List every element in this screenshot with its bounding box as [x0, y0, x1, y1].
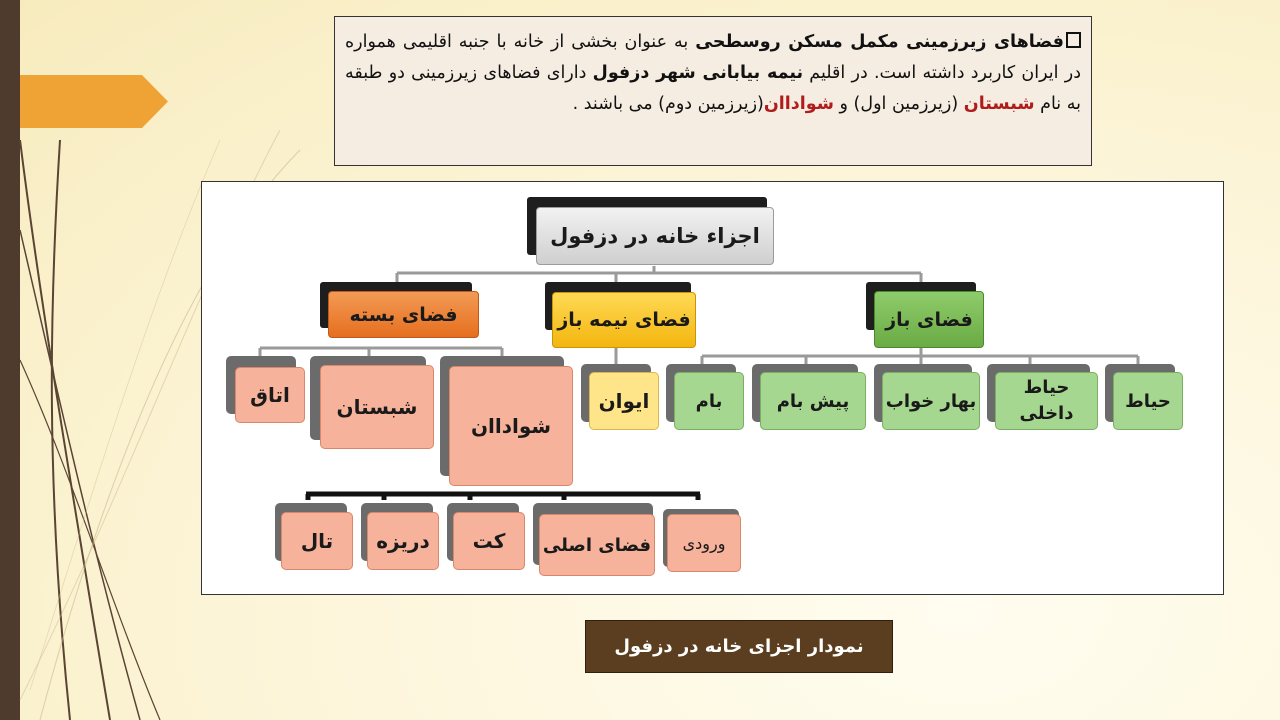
- bam-node: [674, 372, 744, 430]
- hayat-label: حیاط: [1125, 390, 1171, 412]
- room-label: اتاق: [250, 383, 290, 407]
- hayat-node: [1113, 372, 1183, 430]
- paragraph-text-4: (زیرزمین دوم) می باشند .: [572, 94, 764, 114]
- root-node-label: اجزاء خانه در دزفول: [550, 224, 760, 248]
- eyvan-label: ایوان: [598, 389, 650, 413]
- description-paragraph: [334, 16, 1092, 166]
- main-space-label: فضای اصلی: [542, 534, 652, 556]
- checkbox-bullet-icon: [1066, 32, 1081, 48]
- tal-node: [281, 512, 353, 570]
- darizeh-node: [367, 512, 439, 570]
- kat-label: کت: [472, 529, 506, 553]
- hayat-dakheli-node: [995, 372, 1098, 430]
- closed-space-label: فضای بسته: [349, 303, 458, 326]
- semi-open-space-label: فضای نیمه باز: [557, 309, 691, 331]
- term-shavadan: شواداان: [763, 94, 834, 114]
- bam-label: بام: [695, 390, 723, 412]
- open-space-node: [874, 291, 984, 348]
- darizeh-label: دریزه: [376, 529, 430, 553]
- kat-node: [453, 512, 525, 570]
- main-space-node: [539, 514, 655, 576]
- shabestan-node: [320, 365, 434, 449]
- entrance-node: [667, 514, 741, 572]
- pish-bam-node: [760, 372, 866, 430]
- diagram-caption: [585, 620, 893, 673]
- semi-open-space-node: [552, 292, 696, 348]
- term-shabestan: شبستان: [963, 94, 1035, 114]
- paragraph-text-1: به عنوان بخشی از خانه با جنبه اقلیمی همواره در ایران کاربرد داشته است. در اقلیم: [345, 32, 1081, 83]
- bahar-khab-node: [882, 372, 980, 430]
- house-parts-diagram: [201, 181, 1224, 595]
- paragraph-text-2: دارای فضاهای زیرزمینی دو طبقه به نام: [345, 63, 1081, 114]
- open-space-label: فضای باز: [885, 308, 973, 331]
- shavadan-node: [449, 366, 573, 486]
- pish-bam-label: پیش بام: [776, 390, 850, 412]
- shabestan-label: شبستان: [336, 395, 418, 419]
- paragraph-text-3: (زیرزمین اول) و: [833, 94, 964, 114]
- root-node: [536, 207, 774, 265]
- eyvan-node: [589, 372, 659, 430]
- hayat-dakheli-label: حیاط داخلی: [1019, 377, 1074, 424]
- shavadan-label: شواداان: [470, 414, 552, 438]
- bahar-khab-label: بهار خواب: [885, 390, 977, 412]
- paragraph-bold-2: نیمه بیابانی شهر دزفول: [592, 63, 804, 83]
- tal-label: تال: [300, 529, 334, 553]
- entrance-label: ورودی: [682, 533, 726, 553]
- room-node: [235, 367, 305, 423]
- paragraph-bold-1: فضاهای زیرزمینی مکمل مسکن روسطحی: [695, 32, 1065, 52]
- diagram-caption-label: نمودار اجزای خانه در دزفول: [614, 636, 864, 657]
- closed-space-node: [328, 291, 479, 338]
